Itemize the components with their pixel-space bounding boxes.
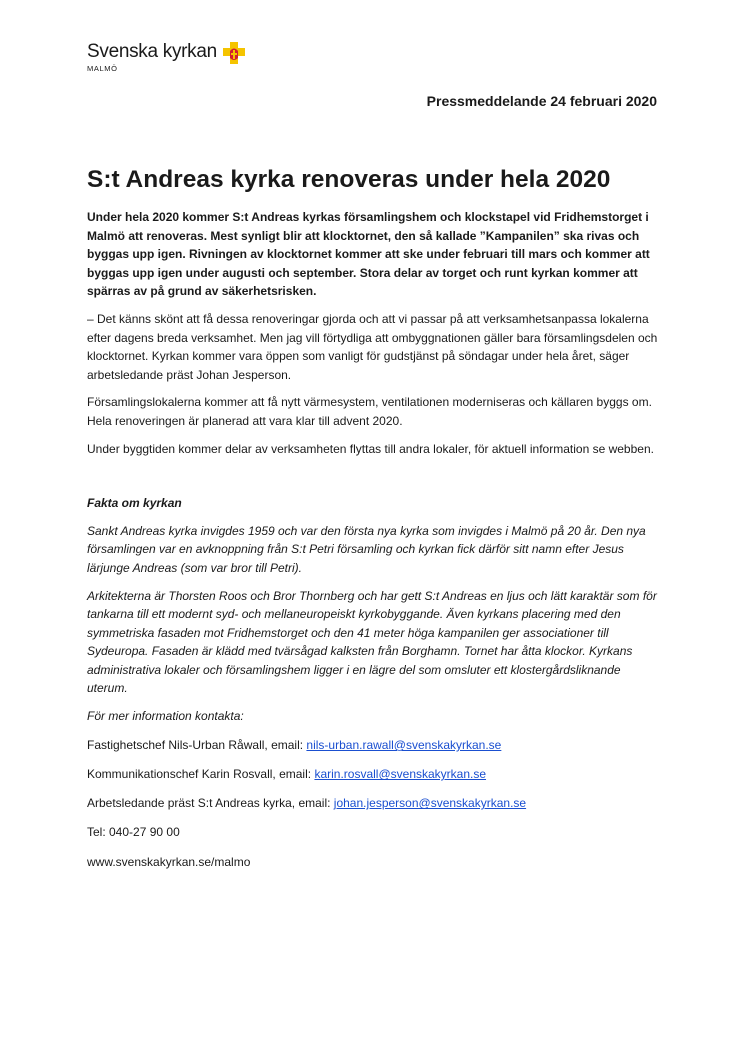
logo-subtitle: MALMÖ	[87, 64, 118, 73]
contact-heading: För mer information kontakta:	[87, 709, 244, 724]
contact-row	[87, 736, 662, 755]
article-title: S:t Andreas kyrka renoveras under hela 2020	[87, 166, 611, 193]
facts-heading: Fakta om kyrkan	[87, 496, 182, 511]
contact-email-link[interactable]: johan.jesperson@svenskakyrkan.se	[333, 796, 527, 811]
church-cross-icon	[223, 42, 245, 64]
article-paragraph: Församlingslokalerna kommer att få nytt värmesystem, ventilationen moderniseras och källaren byggs om. Hela renoveringen är planerad att vara klar till advent 2020.	[87, 395, 652, 428]
contact-label: Fastighetschef Nils-Urban Råwall, email:	[87, 738, 307, 753]
contact-label: Arbetsledande präst S:t Andreas kyrka, email:	[87, 796, 334, 811]
facts-paragraph: Sankt Andreas kyrka invigdes 1959 och var den första nya kyrka som invigdes i Malmö på 20 år. Den nya församlingen var en avknoppning från S:t Petri församling och kyrkan fick därför sitt namn efter Jesus lärjunge Andreas (som var bror till Petri).	[87, 523, 646, 575]
contact-email-link[interactable]: karin.rosvall@svenskakyrkan.se	[314, 767, 487, 782]
contact-website: www.svenskakyrkan.se/malmo	[87, 854, 251, 869]
contact-row	[87, 794, 662, 813]
contact-email-link[interactable]: nils-urban.rawall@svenskakyrkan.se	[306, 738, 502, 753]
logo-wordmark: Svenska kyrkan	[87, 41, 217, 62]
press-release-date: Pressmeddelande 24 februari 2020	[426, 93, 657, 109]
facts-paragraph: Arkitekterna är Thorsten Roos och Bror Thornberg och har gett S:t Andreas en ljus och lätt karaktär som för tankarna till ett modernt syd- och mellaneuropeiskt kyrkobyggande. Även kyrkans placering med den symmetriska fasaden mot Fridhemstorget och den 41 meter höga kampanilen ger associationer till Sydeuropa. Fasaden är klädd med tvärsågad kalksten från Borghamn. Tornet har åtta klockor. Kyrkans administrativa lokaler och församlingshem ligger i en lägre del som omsluter ett klostergårdsliknande uterum.	[87, 588, 657, 696]
article-body	[87, 208, 662, 882]
contact-row	[87, 765, 662, 784]
contact-phone: Tel: 040-27 90 00	[87, 825, 180, 840]
contact-label: Kommunikationschef Karin Rosvall, email:	[87, 767, 315, 782]
svenska-kyrkan-logo	[87, 40, 267, 80]
article-paragraph: Under byggtiden kommer delar av verksamheten flyttas till andra lokaler, för aktuell information se webben.	[87, 441, 654, 456]
article-paragraph: – Det känns skönt att få dessa renoveringar gjorda och att vi passar på att verksamhetsanpassa lokalerna efter dagens breda verksamhet. Men jag vill förtydliga att ombyggnationen gäller bara församlingsdelen och klocktornet. Kyrkan kommer vara öppen som vanligt för gudstjänst på söndagar under hela året, säger arbetsledande präst Johan Jesperson.	[87, 311, 658, 382]
article-lead: Under hela 2020 kommer S:t Andreas kyrkas församlingshem och klockstapel vid Fridhemstorget i Malmö att renoveras. Mest synligt blir att klocktornet, den så kallade ”Kampanilen” ska rivas och byggas upp igen. Rivningen av klocktornet kommer att ske under februari till mars och kommer att byggas upp igen under augusti och september. Stora delar av torget och runt kyrkan kommer att spärras av på grund av säkerhetsrisken.	[87, 210, 650, 299]
